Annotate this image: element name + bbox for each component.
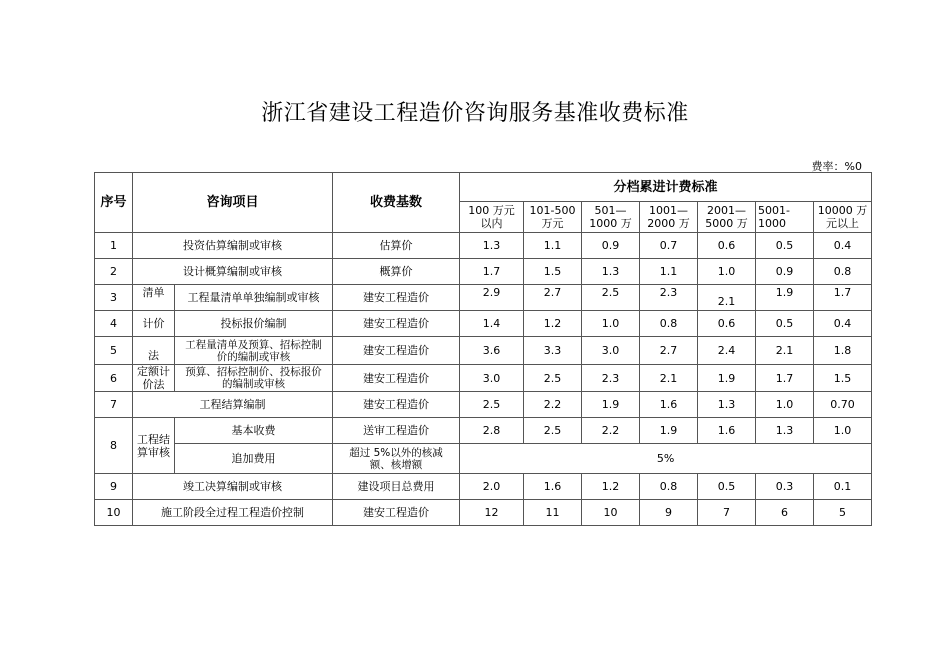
row-base: 超过 5%以外的核减 额、核增额 xyxy=(333,444,460,474)
row-category: 清单 xyxy=(133,285,175,311)
row-value: 12 xyxy=(460,500,524,526)
table-row xyxy=(95,418,872,444)
row-value: 0.7 xyxy=(640,233,698,259)
table-row xyxy=(95,500,872,526)
row-value: 1.2 xyxy=(582,474,640,500)
row-base: 建安工程造价 xyxy=(333,392,460,418)
row-value: 1.3 xyxy=(582,259,640,285)
row-value: 0.70 xyxy=(814,392,872,418)
row-seq: 9 xyxy=(95,474,133,500)
row-item: 预算、招标控制价、投标报价 的编制或审核 xyxy=(175,365,333,392)
row-value: 2.5 xyxy=(524,418,582,444)
row-value: 0.8 xyxy=(640,474,698,500)
row-value: 1.9 xyxy=(698,365,756,392)
row-value: 2.2 xyxy=(582,418,640,444)
row-item: 投资估算编制或审核 xyxy=(133,233,333,259)
row-seq: 1 xyxy=(95,233,133,259)
row-base: 概算价 xyxy=(333,259,460,285)
row-value: 1.0 xyxy=(698,259,756,285)
row-value: 0.4 xyxy=(814,233,872,259)
row-value: 3.0 xyxy=(460,365,524,392)
row-value: 2.9 xyxy=(460,285,524,311)
row-value: 7 xyxy=(698,500,756,526)
row-value: 2.5 xyxy=(582,285,640,311)
header-base: 收费基数 xyxy=(333,173,460,233)
table-row xyxy=(95,285,872,311)
rate-note: 费率：%0 xyxy=(811,160,862,173)
row-base: 送审工程造价 xyxy=(333,418,460,444)
fee-table xyxy=(94,172,872,526)
row-value: 1.4 xyxy=(460,311,524,337)
row-value: 1.6 xyxy=(524,474,582,500)
row-item: 工程结算编制 xyxy=(133,392,333,418)
row-value: 9 xyxy=(640,500,698,526)
row-item: 基本收费 xyxy=(175,418,333,444)
row-value: 3.6 xyxy=(460,337,524,365)
row-base: 估算价 xyxy=(333,233,460,259)
row-value: 1.8 xyxy=(814,337,872,365)
row-value: 1.9 xyxy=(582,392,640,418)
row-category: 定额计 价法 xyxy=(133,365,175,392)
row-value: 1.6 xyxy=(698,418,756,444)
row-seq: 2 xyxy=(95,259,133,285)
row-item: 工程量清单及预算、招标控制 价的编制或审核 xyxy=(175,337,333,365)
row-value: 0.1 xyxy=(814,474,872,500)
row-merged-value: 5% xyxy=(460,444,872,474)
table-row xyxy=(95,259,872,285)
row-value: 2.3 xyxy=(640,285,698,311)
page-title: 浙江省建设工程造价咨询服务基准收费标准 xyxy=(261,101,689,126)
row-value: 2.0 xyxy=(460,474,524,500)
row-seq: 3 xyxy=(95,285,133,311)
row-value: 1.0 xyxy=(756,392,814,418)
tier-header: 100 万元 以内 xyxy=(460,202,524,233)
row-seq: 4 xyxy=(95,311,133,337)
row-item: 追加费用 xyxy=(175,444,333,474)
table-row xyxy=(95,233,872,259)
row-value: 5 xyxy=(814,500,872,526)
row-value: 0.6 xyxy=(698,233,756,259)
row-category: 法 xyxy=(133,337,175,365)
table-row xyxy=(95,474,872,500)
row-item: 设计概算编制或审核 xyxy=(133,259,333,285)
table-row xyxy=(95,365,872,392)
row-value: 1.1 xyxy=(640,259,698,285)
tier-header: 101-500 万元 xyxy=(524,202,582,233)
row-value: 2.4 xyxy=(698,337,756,365)
row-value: 2.2 xyxy=(524,392,582,418)
row-seq: 6 xyxy=(95,365,133,392)
header-group: 分档累进计费标准 xyxy=(460,173,872,202)
row-value: 1.5 xyxy=(814,365,872,392)
row-item: 投标报价编制 xyxy=(175,311,333,337)
row-seq: 7 xyxy=(95,392,133,418)
row-value: 0.5 xyxy=(756,233,814,259)
row-seq: 5 xyxy=(95,337,133,365)
header-seq: 序号 xyxy=(95,173,133,233)
row-value: 2.1 xyxy=(756,337,814,365)
row-value: 1.7 xyxy=(814,285,872,311)
row-value: 1.2 xyxy=(524,311,582,337)
row-base: 建安工程造价 xyxy=(333,285,460,311)
tier-header: 1001— 2000 万 xyxy=(640,202,698,233)
row-value: 0.4 xyxy=(814,311,872,337)
row-value: 2.8 xyxy=(460,418,524,444)
row-item: 工程量清单单独编制或审核 xyxy=(175,285,333,311)
row-value: 0.6 xyxy=(698,311,756,337)
row-value: 2.7 xyxy=(640,337,698,365)
row-value: 3.3 xyxy=(524,337,582,365)
row-value: 1.0 xyxy=(814,418,872,444)
row-base: 建安工程造价 xyxy=(333,337,460,365)
row-value: 2.1 xyxy=(640,365,698,392)
row-value: 1.5 xyxy=(524,259,582,285)
row-value: 2.7 xyxy=(524,285,582,311)
row-category: 计价 xyxy=(133,311,175,337)
row-value: 1.3 xyxy=(698,392,756,418)
row-value: 1.3 xyxy=(756,418,814,444)
row-value: 0.8 xyxy=(640,311,698,337)
row-value: 1.6 xyxy=(640,392,698,418)
row-value: 1.3 xyxy=(460,233,524,259)
row-category: 工程结 算审核 xyxy=(133,418,175,474)
row-value: 1.0 xyxy=(582,311,640,337)
row-item: 竣工决算编制或审核 xyxy=(133,474,333,500)
row-value: 0.9 xyxy=(582,233,640,259)
row-value: 11 xyxy=(524,500,582,526)
row-value: 1.9 xyxy=(756,285,814,311)
header-item: 咨询项目 xyxy=(133,173,333,233)
table-row xyxy=(95,311,872,337)
row-value: 2.1 xyxy=(698,285,756,311)
row-value: 6 xyxy=(756,500,814,526)
row-value: 1.9 xyxy=(640,418,698,444)
row-value: 0.8 xyxy=(814,259,872,285)
tier-header: 5001- 1000 xyxy=(756,202,814,233)
row-item: 施工阶段全过程工程造价控制 xyxy=(133,500,333,526)
row-base: 建安工程造价 xyxy=(333,500,460,526)
row-base: 建安工程造价 xyxy=(333,365,460,392)
tier-header: 2001— 5000 万 xyxy=(698,202,756,233)
row-value: 2.3 xyxy=(582,365,640,392)
tier-header: 10000 万 元以上 xyxy=(814,202,872,233)
row-value: 0.3 xyxy=(756,474,814,500)
row-value: 0.9 xyxy=(756,259,814,285)
tier-header: 501— 1000 万 xyxy=(582,202,640,233)
row-value: 0.5 xyxy=(756,311,814,337)
row-value: 1.7 xyxy=(756,365,814,392)
row-value: 1.1 xyxy=(524,233,582,259)
row-base: 建设项目总费用 xyxy=(333,474,460,500)
table-row xyxy=(95,392,872,418)
table-row xyxy=(95,444,872,474)
row-value: 2.5 xyxy=(524,365,582,392)
row-value: 1.7 xyxy=(460,259,524,285)
row-seq: 8 xyxy=(95,418,133,474)
row-value: 0.5 xyxy=(698,474,756,500)
header-row-1 xyxy=(95,173,872,202)
row-value: 10 xyxy=(582,500,640,526)
row-base: 建安工程造价 xyxy=(333,311,460,337)
table-row xyxy=(95,337,872,365)
row-value: 3.0 xyxy=(582,337,640,365)
row-seq: 10 xyxy=(95,500,133,526)
row-value: 2.5 xyxy=(460,392,524,418)
